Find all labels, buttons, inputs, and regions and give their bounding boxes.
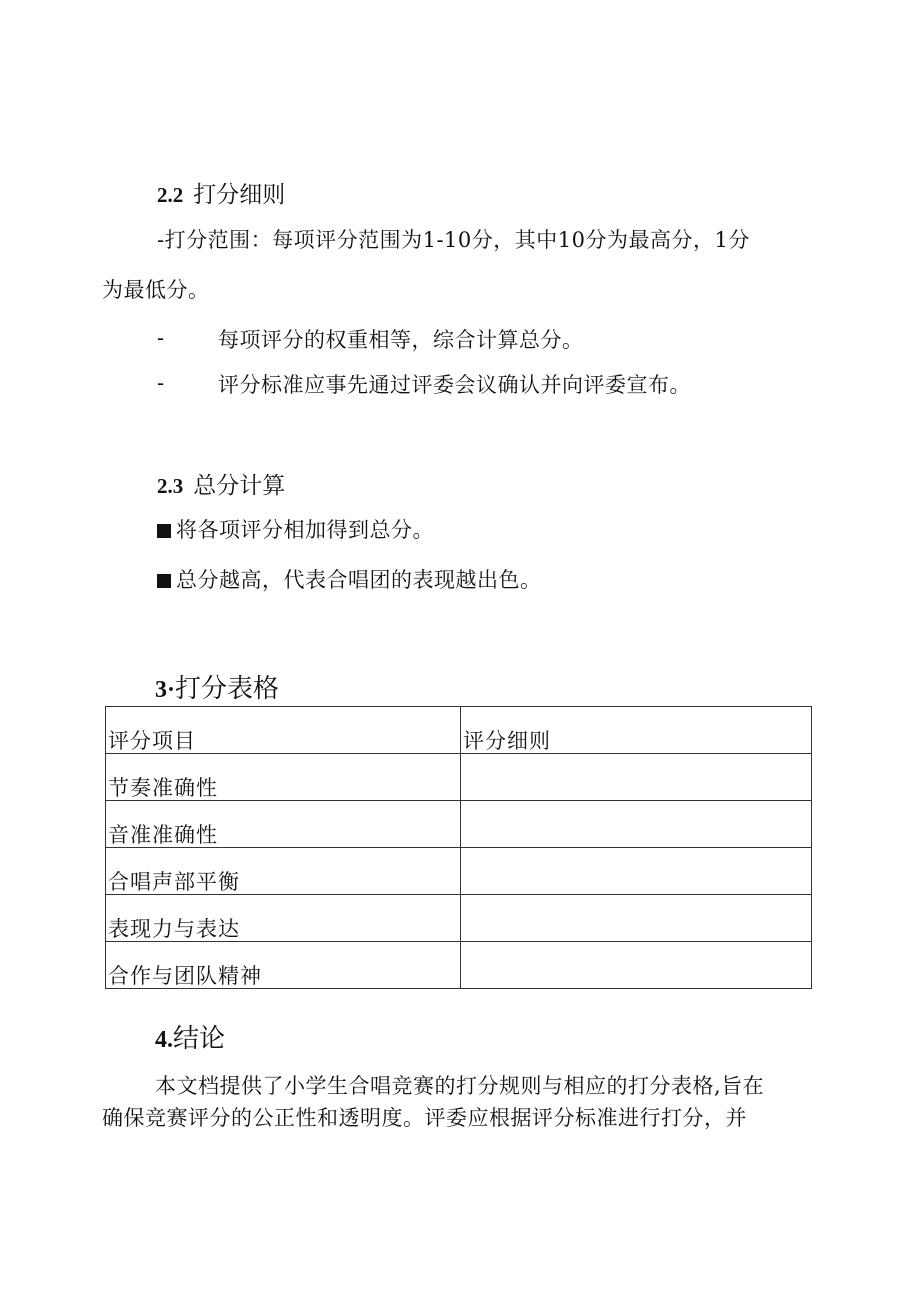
- section-2-3-heading: [157, 467, 285, 500]
- table-row: [106, 942, 812, 989]
- section-number: 2.2: [157, 183, 184, 207]
- section-number: 3·: [155, 677, 176, 703]
- section-title: 结论: [173, 1024, 226, 1054]
- bullet-dash: -: [157, 326, 165, 350]
- conclusion-line-1: 本文档提供了小学生合唱竞赛的打分规则与相应的打分表格,旨在: [155, 1074, 765, 1098]
- bullet-dash: -: [157, 371, 165, 395]
- section-3-heading: [155, 668, 279, 705]
- table-header-cell: 评分细则: [461, 707, 812, 754]
- conclusion-line-2: 确保竞赛评分的公正性和透明度。评委应根据评分标准进行打分，并: [102, 1106, 747, 1130]
- table-cell: [461, 895, 812, 942]
- section-number: 4.: [155, 1027, 173, 1053]
- table-row: [106, 848, 812, 895]
- table-cell: 音准准确性: [106, 801, 461, 848]
- table-row: [106, 801, 812, 848]
- table-header-row: [106, 707, 812, 754]
- table-cell: [461, 942, 812, 989]
- table-cell: 合唱声部平衡: [106, 848, 461, 895]
- list-item: 总分越高，代表合唱团的表现越出色。: [157, 566, 542, 595]
- section-number: 2.3: [157, 474, 184, 498]
- section-4-heading: [155, 1018, 225, 1055]
- standard-confirm-item: 评分标准应事先通过评委会议确认并向评委宣布。: [218, 373, 691, 397]
- table-cell: [461, 801, 812, 848]
- table-cell: [461, 848, 812, 895]
- table-row: [106, 754, 812, 801]
- table-header-cell: 评分项目: [106, 707, 461, 754]
- section-title: 打分细则: [193, 182, 286, 208]
- section-title: 总分计算: [193, 473, 286, 499]
- scoring-table: [105, 706, 812, 989]
- list-item: 将各项评分相加得到总分。: [157, 516, 434, 545]
- section-title: 打分表格: [175, 674, 280, 704]
- scoring-range-line-1: -打分范围：每项评分范围为1-10分，其中10分为最高分，1分: [157, 228, 750, 252]
- table-row: [106, 895, 812, 942]
- scoring-range-line-2: 为最低分。: [102, 278, 210, 302]
- square-bullet-icon: [157, 524, 171, 538]
- table-cell: 合作与团队精神: [106, 942, 461, 989]
- table-cell: [461, 754, 812, 801]
- table-cell: 节奏准确性: [106, 754, 461, 801]
- section-2-2-heading: [157, 176, 285, 209]
- table-cell: 表现力与表达: [106, 895, 461, 942]
- equal-weight-item: 每项评分的权重相等，综合计算总分。: [218, 328, 584, 352]
- square-bullet-icon: [157, 574, 171, 588]
